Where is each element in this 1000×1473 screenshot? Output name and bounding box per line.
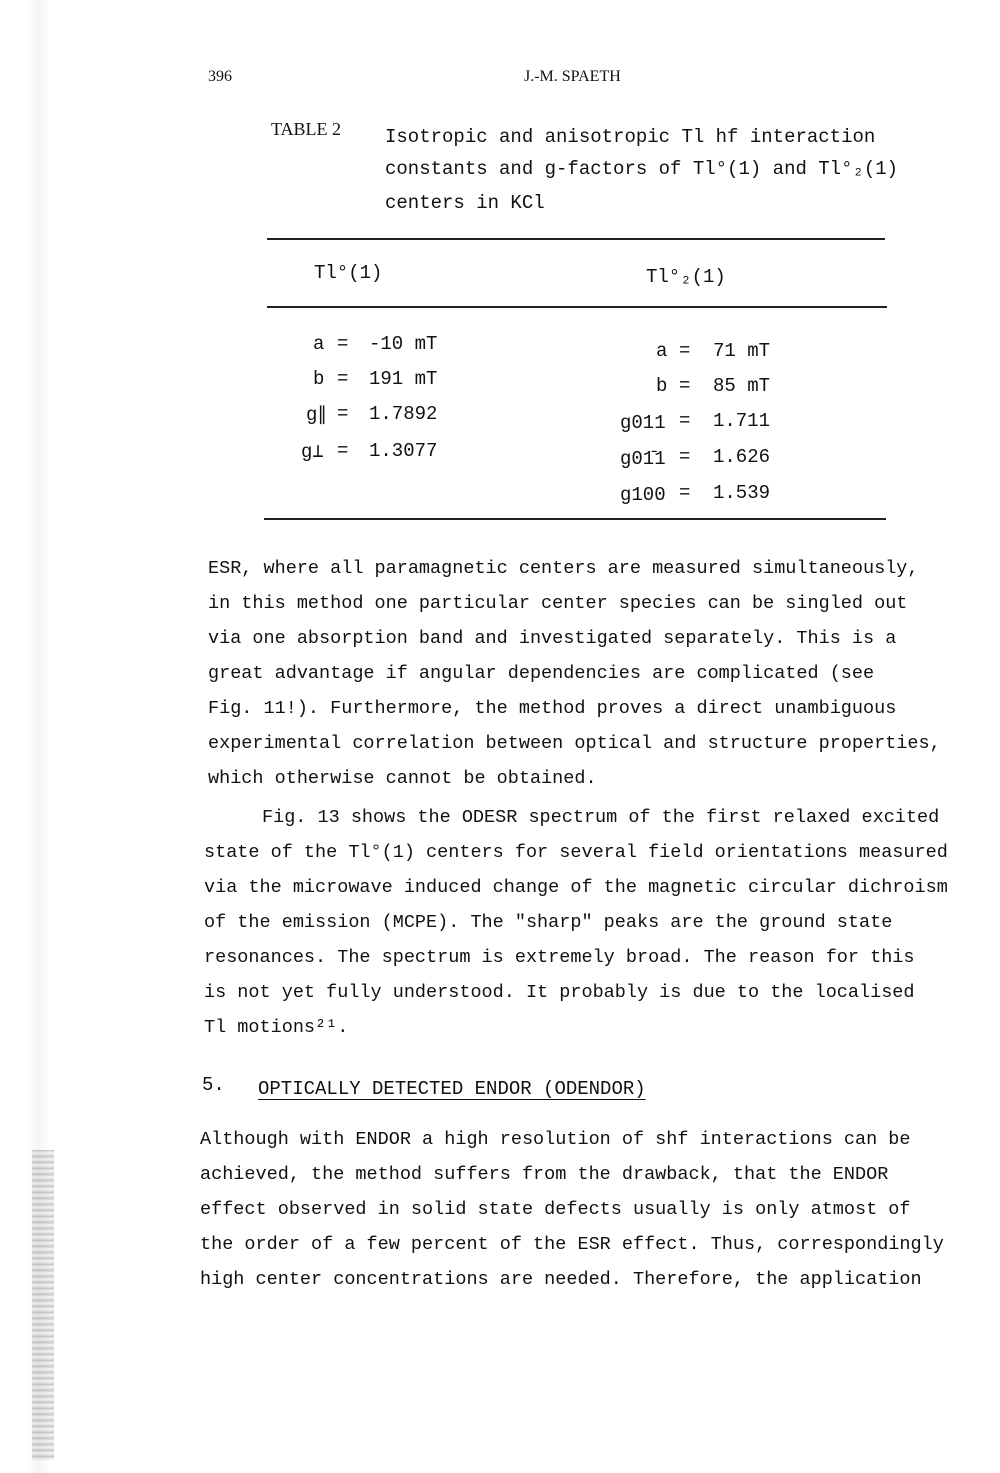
right-row-sym: g011 (620, 412, 666, 434)
col-header-tl: Tl°(1) (314, 262, 383, 284)
right-row-val: 1.626 (713, 446, 771, 468)
table-bottom-rule (264, 518, 886, 520)
right-row-sym: g100 (620, 484, 666, 506)
left-row-sym: b (313, 368, 325, 390)
text-line: of the emission (MCPE). The "sharp" peaks are the ground state (204, 912, 893, 933)
left-row-sym: g∥ (306, 404, 327, 426)
body-paragraph-2 (204, 800, 948, 1045)
left-row-eq: = (337, 403, 349, 425)
left-row-sym: g⊥ (301, 441, 324, 463)
page-number: 396 (208, 68, 232, 85)
right-row-eq: = (679, 375, 691, 397)
scan-binding-mark (32, 1150, 54, 1460)
table-label: TABLE 2 (271, 119, 342, 139)
right-row-val: 1.539 (713, 482, 771, 504)
left-row-sym: a (313, 333, 325, 355)
text-line: high center concentrations are needed. Therefore, the application (200, 1269, 922, 1290)
text-line: Fig. 13 shows the ODESR spectrum of the first relaxed excited (262, 807, 940, 828)
body-paragraph-3 (200, 1122, 944, 1297)
right-row-eq: = (679, 446, 691, 468)
section-number: 5. (202, 1074, 225, 1096)
text-line: via the microwave induced change of the magnetic circular dichroism (204, 877, 948, 898)
left-row-eq: = (337, 333, 349, 355)
table-top-rule (267, 238, 885, 240)
table-header-rule (267, 306, 887, 308)
text-line: effect observed in solid state defects usually is only atmost of (200, 1199, 911, 1220)
text-line: achieved, the method suffers from the drawback, that the ENDOR (200, 1164, 889, 1185)
left-row-eq: = (337, 368, 349, 390)
text-line: great advantage if angular dependencies are complicated (see (208, 663, 875, 684)
text-line: ESR, where all paramagnetic centers are measured simultaneously, (208, 558, 919, 579)
left-row-val: 1.3077 (369, 440, 438, 462)
text-line: Although with ENDOR a high resolution of shf interactions can be (200, 1129, 911, 1150)
section-title: OPTICALLY DETECTED ENDOR (ODENDOR) (258, 1078, 646, 1100)
right-row-val: 85 mT (713, 375, 771, 397)
right-row-sym: b (656, 375, 668, 397)
text-line: state of the Tl°(1) centers for several field orientations measured (204, 842, 948, 863)
right-row-eq: = (679, 482, 691, 504)
text-line: in this method one particular center species can be singled out (208, 593, 908, 614)
right-row-eq: = (679, 340, 691, 362)
text-line: Fig. 11!). Furthermore, the method proves a direct unambiguous (208, 698, 897, 719)
running-title: J.-M. SPAETH (524, 68, 621, 85)
right-row-val: 1.711 (713, 410, 771, 432)
body-paragraph-1 (208, 551, 941, 796)
right-row-val: 71 mT (713, 340, 771, 362)
text-line: is not yet fully understood. It probably is due to the localised (204, 982, 915, 1003)
left-row-val: 1.7892 (369, 403, 438, 425)
left-row-val: -10 mT (369, 333, 438, 355)
table-caption-line-2: constants and g-factors of Tl°(1) and Tl°₂(1) (385, 158, 899, 180)
left-row-val: 191 mT (369, 368, 438, 390)
right-row-sym: g01̄1 (620, 448, 666, 470)
text-line: Tl motions²¹. (204, 1017, 349, 1038)
text-line: resonances. The spectrum is extremely broad. The reason for this (204, 947, 915, 968)
right-row-eq: = (679, 410, 691, 432)
text-line: via one absorption band and investigated separately. This is a (208, 628, 897, 649)
right-row-sym: a (656, 340, 668, 362)
table-caption-line-1: Isotropic and anisotropic Tl hf interaction (385, 126, 876, 148)
left-row-eq: = (337, 440, 349, 462)
table-caption-line-3: centers in KCl (385, 192, 545, 214)
text-line: experimental correlation between optical and structure properties, (208, 733, 941, 754)
text-line: the order of a few percent of the ESR effect. Thus, correspondingly (200, 1234, 944, 1255)
text-line: which otherwise cannot be obtained. (208, 768, 597, 789)
col-header-tl2: Tl°₂(1) (646, 266, 726, 288)
